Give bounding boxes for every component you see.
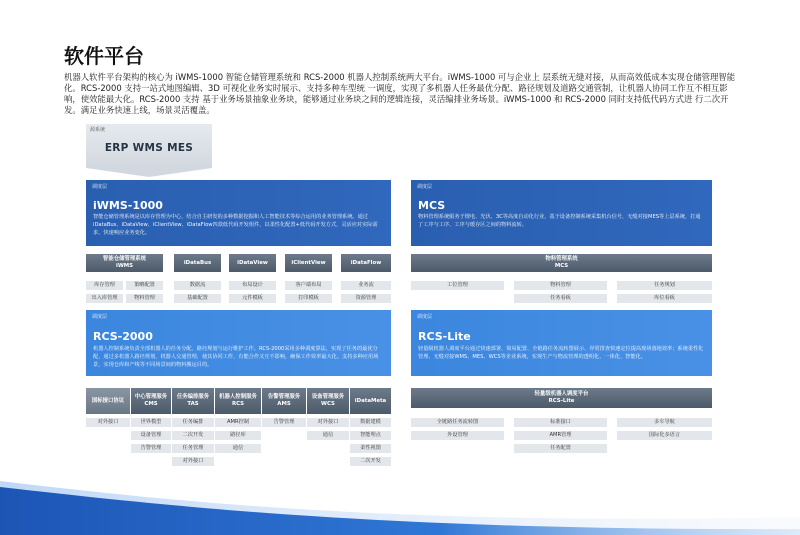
rcs-cell: 路径库 (215, 431, 261, 440)
mcs-cell: 工位管理 (411, 281, 504, 290)
module-name: iDataMeta (354, 397, 387, 404)
module-name: 任务编排服务 (176, 394, 210, 400)
iwms-cell: 库存管理 (86, 281, 123, 290)
module-name: iDataBus (183, 259, 212, 266)
rcs-lite-panel (411, 310, 712, 376)
source-tag: 源系统 (90, 127, 106, 133)
idataflow-module (341, 254, 391, 272)
rcs-lite-module (411, 388, 712, 408)
panel-description: 物料管理系统服务于锂电、光伏、3C等高度自动化行业，基于设备控制系统采集机台信号，无缝对接MES等上层系统，打通了工序与工序、工序与缓存区之间的物料流转。 (418, 214, 701, 229)
rcs-lite-cell: 外设管理 (411, 431, 504, 440)
intro-paragraph: 机器人软件平台架构的核心为 iWMS-1000 智能仓储管理系统和 RCS-2000 机器人控制系统两大平台。iWMS-1000 可与企业上 层系统无缝对接，从而高效低成本实现仓储管理智能化。RCS-2000 支持一站式地图编辑、3D 可视化业务实时展示、支持多种车型统 一调度，实现了多机器人任务最优分配、路径规划及道路交通管制，让机器人协同工作互不相互影响，使效能最大化。RCS-2000 支持 基于业务场景抽象业务块，能够通过业务块之间的逻辑连接，灵活编排业务场景。iWMS-1000 和 RCS-2000 同时支持低代码方式进 行二次开发。满足业务快速上线，场景灵活覆盖。 (64, 72, 736, 115)
module-name: iDataFlow (350, 259, 382, 266)
rcs-lite-cell: 全链路任务流转图 (411, 418, 504, 427)
national-protocol-module (86, 388, 130, 414)
rcs-panel (86, 310, 391, 376)
module-name: 告警管理服务 (267, 394, 301, 400)
panel-tag: 调度层 (92, 184, 108, 190)
rcs-lite-cell: AMR管理 (514, 431, 607, 440)
panel-tag: 调度层 (417, 314, 433, 320)
mcs-panel (411, 180, 712, 246)
rcs-control-module (215, 388, 261, 414)
iwms-cell: 出入库管理 (86, 294, 123, 303)
iwms-cell: 策略配置 (126, 281, 163, 290)
rcs-cell: 二次开发 (172, 431, 214, 440)
idataflow-cell: 业务流 (341, 281, 391, 290)
rcs-cell: 告警管理 (131, 444, 171, 453)
rcs-cell: 任务管理 (172, 444, 214, 453)
module-sub: AMS (277, 401, 291, 407)
panel-title: RCS-Lite (418, 330, 471, 343)
rcs-cell: 设备管理 (131, 431, 171, 440)
ams-module (262, 388, 306, 414)
idataview-cell: 布局设计 (229, 281, 276, 290)
panel-description: 轻量级机器人调度平台通过快速部署、简易配置、全链路任务流转图展示、异常排查快速定位提高现场落地效率；系统柔性化管理、无缝对接WMS、MES、WCS等企业系统，实现生产与物流管理的透明化、一体化、智能化。 (418, 346, 704, 361)
rcs-cell: 对外接口 (307, 418, 349, 427)
module-sub: RCS (231, 401, 245, 407)
module-name: 国标接口协议 (91, 397, 125, 404)
page-title: 软件平台 (64, 44, 144, 68)
module-name: 机器人控制服务 (219, 394, 257, 400)
idatabus-module (174, 254, 221, 272)
mcs-cell: 物料管理 (514, 281, 607, 290)
panel-tag: 调度层 (417, 184, 433, 190)
source-systems: ERP WMS MES (104, 142, 194, 154)
mcs-module (411, 254, 712, 272)
mcs-cell: 任务看板 (514, 294, 607, 303)
mcs-cell: 任务规划 (617, 281, 712, 290)
module-name: 轻量级机器人调度平台 (534, 391, 589, 397)
module-sub: WCS (321, 401, 335, 407)
rcs-lite-cell: 国际化多语言 (617, 431, 712, 440)
iclientview-cell: 客户端布局 (285, 281, 332, 290)
tas-module (172, 388, 214, 414)
source-arrow (86, 168, 212, 177)
panel-title: MCS (418, 199, 446, 212)
rcs-cell: 通信 (307, 431, 349, 440)
idataview-module (229, 254, 276, 272)
idatameta-module (350, 388, 391, 414)
iwms-panel (86, 180, 391, 246)
module-name: iClientView (291, 259, 326, 266)
rcs-cell: 世界模型 (131, 418, 171, 427)
panel-tag: 调度层 (92, 314, 108, 320)
rcs-lite-cell: 多车导航 (617, 418, 712, 427)
rcs-lite-cell: 标准接口 (514, 418, 607, 427)
module-name: iDataView (237, 259, 268, 266)
module-sub: CMS (144, 401, 158, 407)
module-name: 设备管理服务 (311, 394, 345, 400)
iwms-core-module (86, 254, 163, 272)
module-sub: TAS (187, 401, 199, 407)
rcs-lite-cell: 任务配置 (514, 444, 607, 453)
rcs-cell: 智能埋点 (350, 431, 391, 440)
iwms-cell: 物料管理 (126, 294, 163, 303)
panel-title: iWMS-1000 (93, 199, 163, 212)
iclientview-module (285, 254, 332, 272)
source-system-box (86, 124, 212, 168)
wcs-module (307, 388, 349, 414)
module-name: 物料管理系统 (545, 256, 578, 262)
panel-description: 机器人控制系统负责全部机器人的任务分配、路径规划与运行维护工作。RCS-2000采用多种调度算法，实现了任务的最优分配，通过多机器人路径规划、机器人交通管理，使其协同工作，有能合作又互不影响，确保工作效率最大化。支持多种应用场景，实现仓库和产线等不同场景间的物料搬运目的。 (93, 346, 379, 369)
panel-title: RCS-2000 (93, 330, 153, 343)
module-sub: iWMS (115, 263, 134, 269)
decorative-wave (0, 465, 800, 535)
rcs-cell: 二次开发 (350, 457, 391, 466)
cms-module (131, 388, 171, 414)
rcs-cell: 通信 (215, 444, 261, 453)
idatabus-cell: 基础配置 (174, 294, 221, 303)
idataflow-cell: 资源管理 (341, 294, 391, 303)
rcs-cell: 任务编排 (172, 418, 214, 427)
module-name: 智能仓储管理系统 (102, 256, 147, 262)
module-sub: MCS (554, 263, 569, 269)
idataview-cell: 元件模板 (229, 294, 276, 303)
module-name: 中心管理服务 (134, 394, 168, 400)
rcs-cell: 告警管理 (262, 418, 306, 427)
panel-description: 智能仓储管理系统是以库存管理为中心，结合自主研发的多种数据挖掘和人工智能技术等综合运用的业务管理系统。通过iDataBus、iDataView、iClientView、iDataFlow四款低代码开发组件，以柔性化配置+低代码开发方式，灵活应对实际需求，快速响应业务变化。 (93, 214, 378, 237)
rcs-cell: 数据建模 (350, 418, 391, 427)
module-sub: RCS-Lite (548, 398, 575, 404)
rcs-cell: AMR控制 (215, 418, 261, 427)
rcs-cell: 柔性视图 (350, 444, 391, 453)
mcs-cell: 库位看板 (617, 294, 712, 303)
idatabus-cell: 数据流 (174, 281, 221, 290)
iclientview-cell: 打印模板 (285, 294, 332, 303)
rcs-cell: 对外接口 (172, 457, 214, 466)
rcs-cell: 对外接口 (86, 418, 130, 427)
